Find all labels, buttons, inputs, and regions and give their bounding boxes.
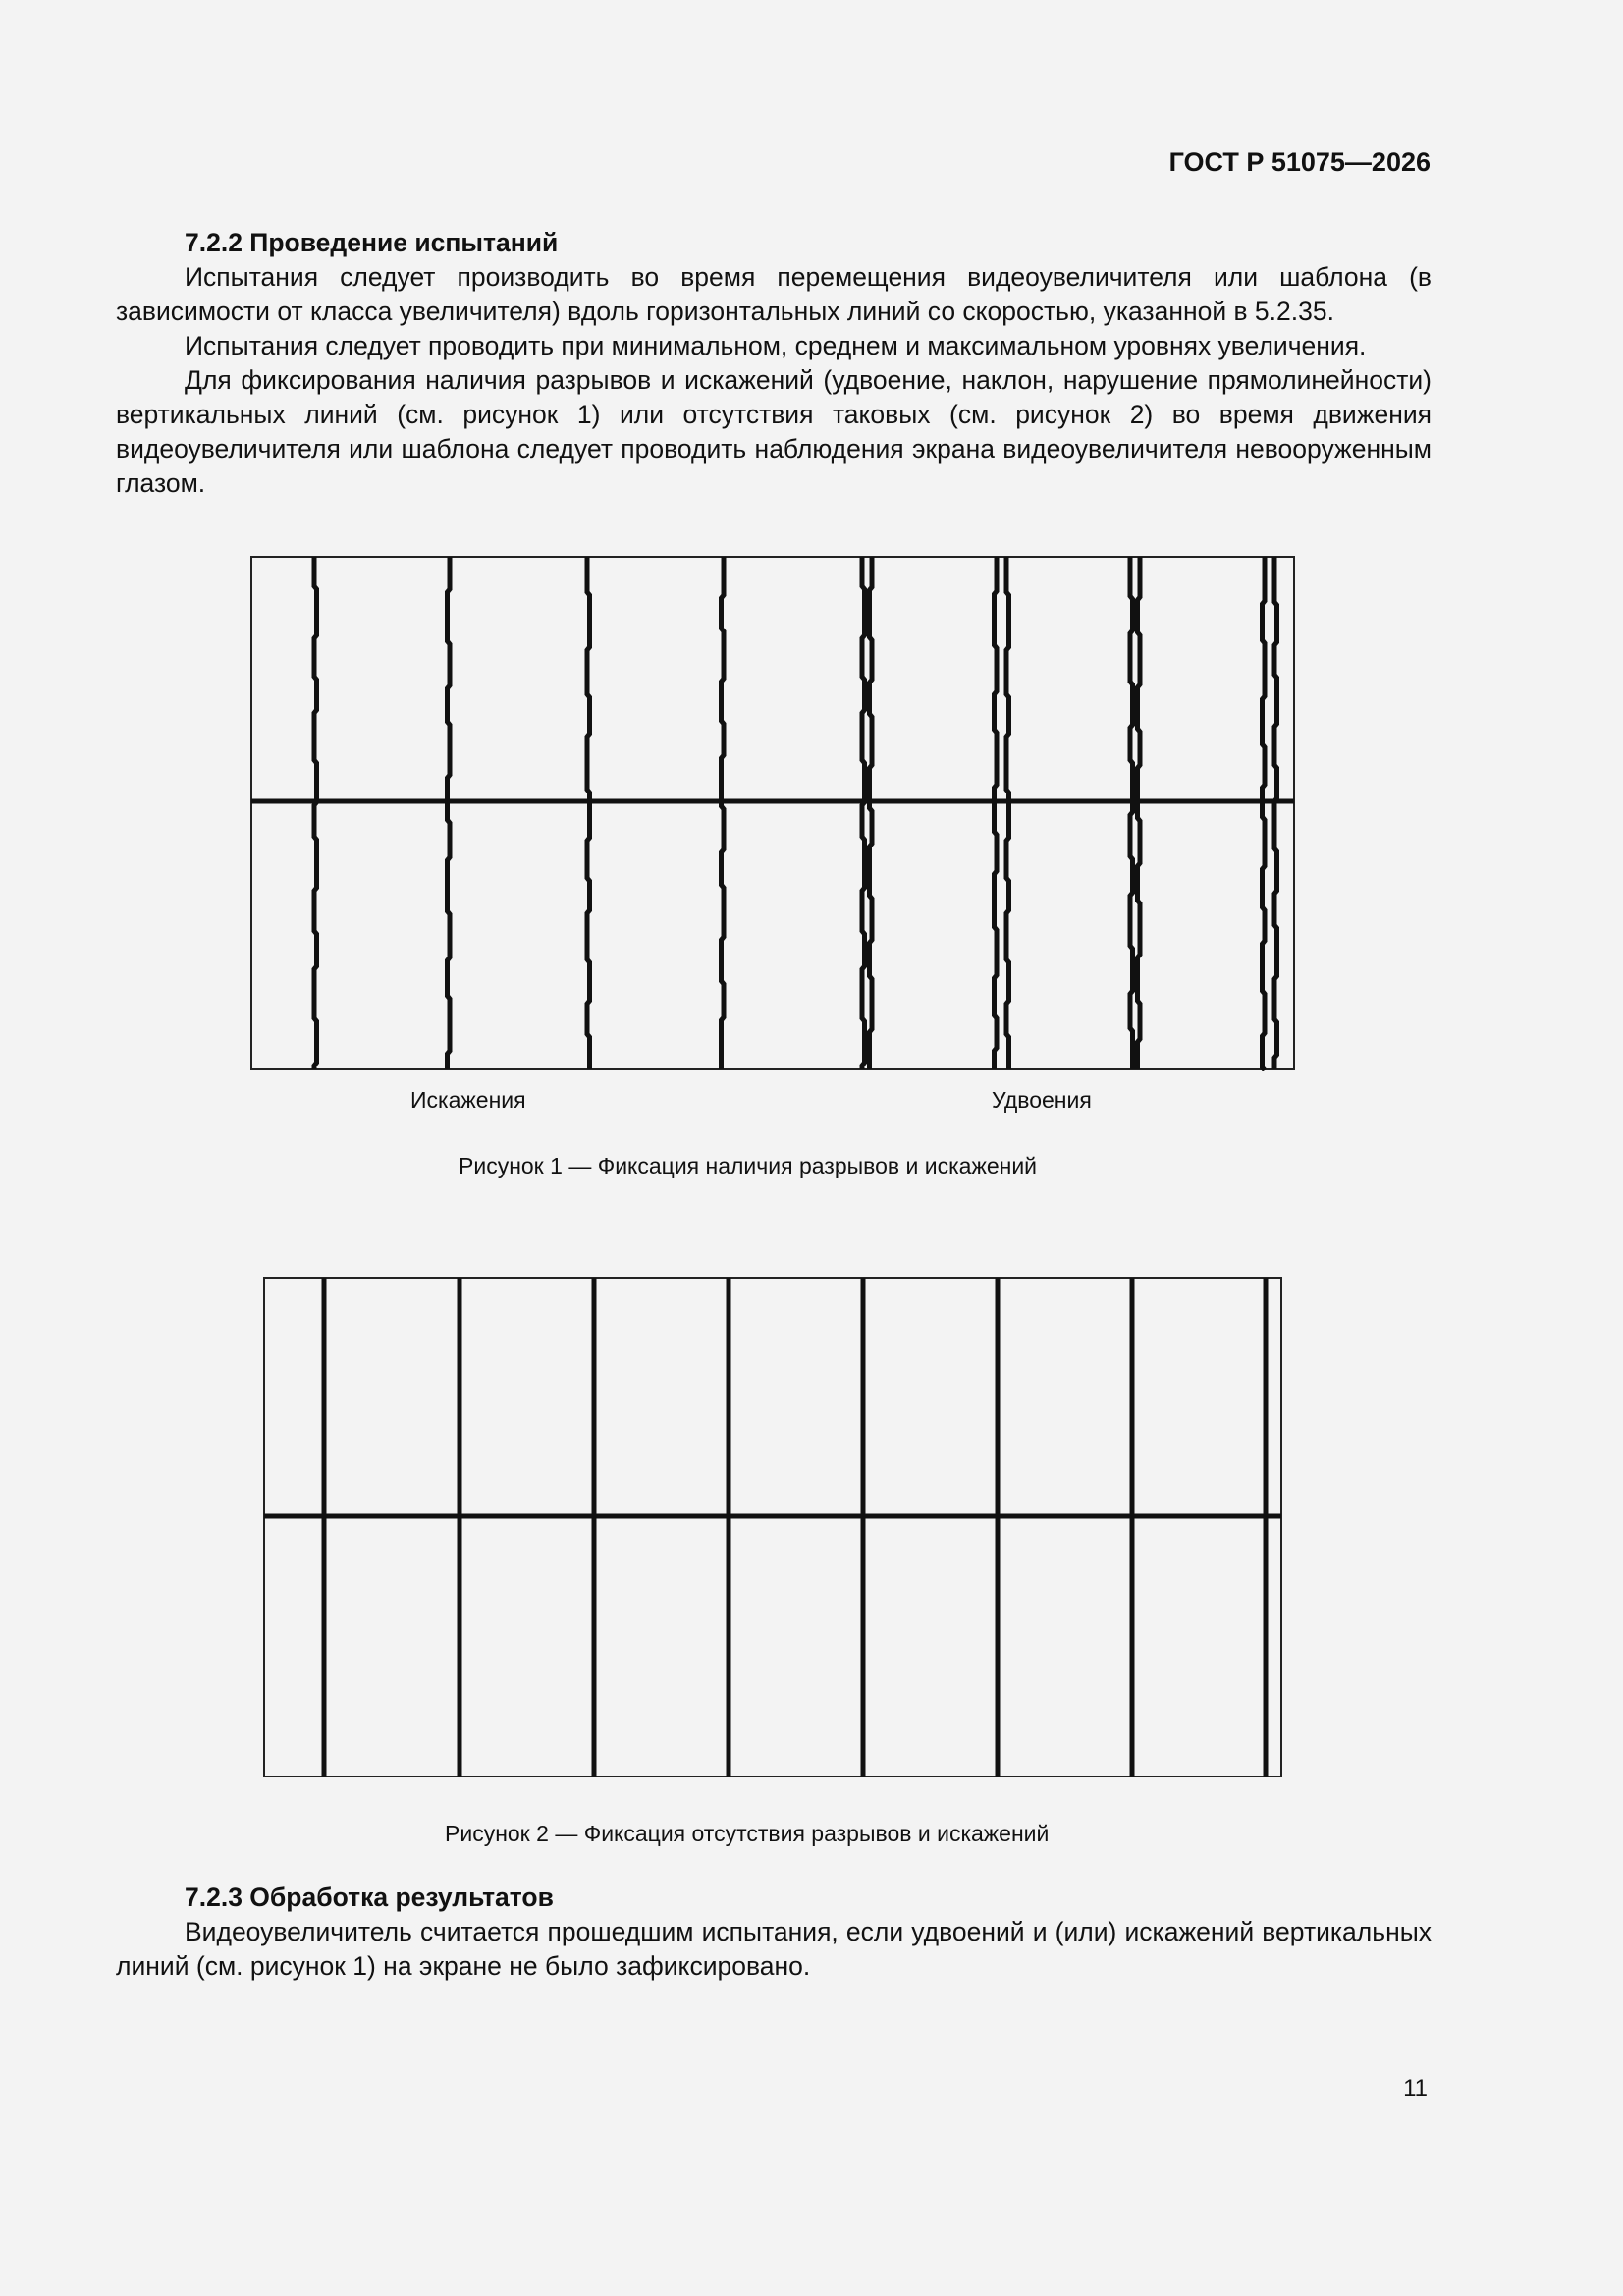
doubled-vertical-line (1138, 557, 1141, 1069)
paragraph: Испытания следует производить во время перемещения видеоувеличителя или шаблона (в зависимости от класса увеличителя) вдоль горизонтальных линий со скоростью, указанной в 5.2.35. (116, 262, 1432, 326)
paragraph: Для фиксирования наличия разрывов и искажений (удвоение, наклон, нарушение прямолинейности) вертикальных линий (см. рисунок 1) или отсутствия таковых (см. рисунок 2) во время движения видеоувеличителя или шаблона следует проводить наблюдения экрана видеоувеличителя невооруженным глазом. (116, 365, 1432, 498)
section-title: 7.2.3 Обработка результатов (185, 1883, 554, 1912)
section-7-2-2 (116, 226, 1432, 501)
section-title: 7.2.2 Проведение испытаний (185, 228, 559, 257)
distorted-vertical-line (448, 557, 451, 1069)
doubled-vertical-line (870, 557, 873, 1069)
doubled-vertical-line (862, 557, 865, 1069)
distorted-vertical-line (314, 557, 317, 1069)
document-code: ГОСТ Р 51075—2026 (1168, 147, 1431, 177)
doubled-vertical-line (1130, 557, 1133, 1069)
doubled-vertical-line (1274, 557, 1277, 1069)
figure-frame (264, 1278, 1281, 1777)
doubled-vertical-line (1263, 557, 1266, 1070)
figure-2-caption: Рисунок 2 — Фиксация отсутствия разрывов и искажений (445, 1821, 1050, 1846)
page-number: 11 (1403, 2075, 1428, 2102)
figure-2-no-distortions (263, 1277, 1284, 1779)
figure-1-caption: Рисунок 1 — Фиксация наличия разрывов и искажений (459, 1153, 1038, 1178)
doubled-vertical-line (1006, 557, 1009, 1069)
section-7-2-3 (116, 1881, 1432, 1984)
figure-1-label-doublings: Удвоения (992, 1087, 1092, 1113)
paragraph: Испытания следует проводить при минимальном, среднем и максимальном уровнях увеличения. (185, 331, 1367, 360)
distorted-vertical-line (722, 557, 725, 1069)
distorted-vertical-line (587, 557, 590, 1069)
doubled-vertical-line (995, 557, 998, 1069)
figure-1-label-distortions: Искажения (410, 1087, 526, 1113)
figure-1-distortions-doublings (250, 555, 1297, 1071)
paragraph: Видеоувеличитель считается прошедшим испытания, если удвоений и (или) искажений вертикальных линий (см. рисунок 1) на экране не было зафиксировано. (116, 1917, 1432, 1981)
